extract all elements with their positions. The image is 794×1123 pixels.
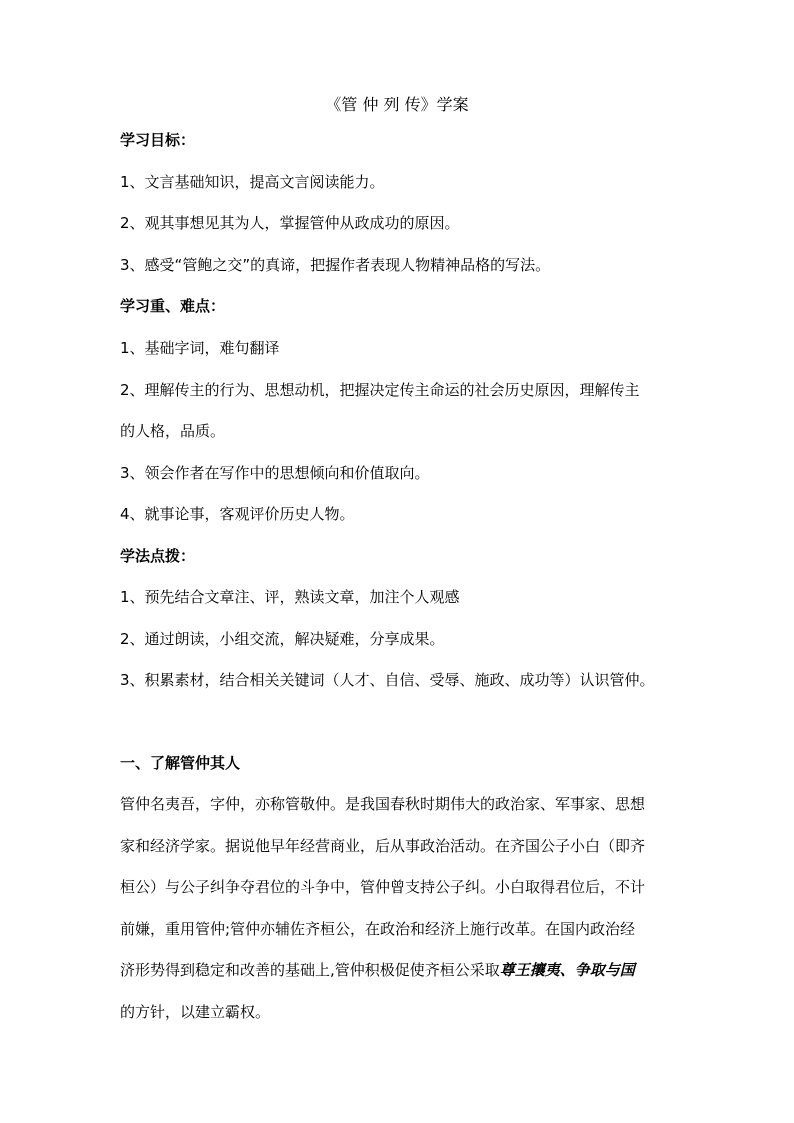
paragraph-line-5	[120, 959, 680, 981]
paragraph-line-5-text: 济形势得到稳定和改善的基础上,管仲积极促使齐桓公采取	[120, 961, 500, 979]
key-point-item-1: 1、基础字词，难句翻译	[120, 339, 280, 357]
paragraph-line-1: 管仲名夷吾，字仲，亦称管敬仲。是我国春秋时期伟大的政治家、军事家、思想	[120, 795, 646, 813]
method-item-1: 1、预先结合文章注、评，熟读文章，加注个人观感	[120, 588, 460, 606]
paragraph-line-3: 桓公）与公子纠争夺君位的斗争中，管仲曾支持公子纠。小白取得君位后，不计	[120, 878, 646, 896]
key-point-item-2-continued: 的人格，品质。	[120, 422, 226, 440]
paragraph-line-4: 前嫌，重用管仲;管仲亦辅佐齐桓公，在政治和经济上施行改革。在国内政治经	[120, 920, 636, 938]
section-heading-methods: 学法点拨：	[120, 547, 196, 565]
section-heading-objectives: 学习目标：	[120, 131, 196, 149]
part-one-heading: 一、了解管仲其人	[120, 754, 241, 772]
objective-item-2: 2、观其事想见其为人，掌握管仲从政成功的原因。	[120, 214, 460, 232]
section-heading-key-points: 学习重、难点：	[120, 297, 226, 315]
objective-item-3: 3、感受“管鲍之交”的真谛，把握作者表现人物精神品格的写法。	[120, 256, 551, 274]
objective-item-1: 1、文言基础知识，提高文言阅读能力。	[120, 173, 385, 191]
key-point-item-4: 4、就事论事，客观评价历史人物。	[120, 505, 355, 523]
paragraph-line-6: 的方针，以建立霸权。	[120, 1003, 271, 1021]
paragraph-line-2: 家和经济学家。据说他早年经营商业，后从事政治活动。在齐国公子小白（即齐	[120, 837, 646, 855]
key-point-item-3: 3、领会作者在写作中的思想倾向和价值取向。	[120, 464, 430, 482]
document-title: 《管 仲 列 传》学案	[325, 95, 469, 114]
key-point-item-2: 2、理解传主的行为、思想动机，把握决定传主命运的社会历史原因，理解传主	[120, 381, 640, 399]
emphasis-text: 尊王攘夷、争取与国	[499, 961, 635, 979]
method-item-2: 2、通过朗读，小组交流，解决疑难，分享成果。	[120, 630, 445, 648]
method-item-3: 3、积累素材，结合相关关键词（人才、自信、受辱、施政、成功等）认识管仲。	[120, 671, 655, 689]
